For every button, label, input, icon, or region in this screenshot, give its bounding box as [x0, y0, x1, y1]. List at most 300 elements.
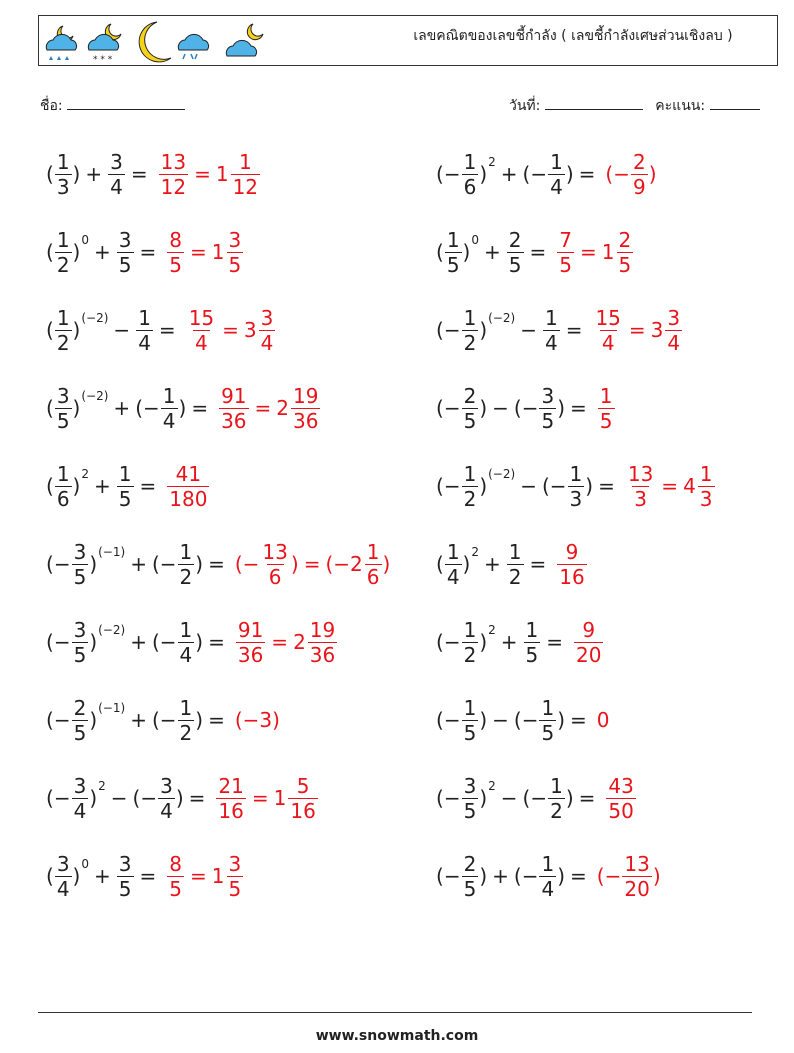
operator: −	[110, 786, 128, 810]
operator: =	[570, 396, 587, 420]
problem-item	[46, 691, 280, 749]
numerator: 1	[544, 305, 558, 330]
answer	[597, 384, 616, 433]
exponent: 0	[471, 233, 479, 247]
numerator: 3	[228, 227, 242, 252]
symbol: )	[178, 396, 187, 420]
denominator: 5	[228, 252, 242, 277]
denominator: 5	[463, 720, 477, 745]
problem-item	[436, 301, 683, 359]
symbol: )	[479, 396, 488, 420]
denominator: 6	[366, 564, 380, 589]
answer	[625, 462, 716, 511]
fraction	[259, 306, 276, 355]
problem-item	[46, 769, 319, 827]
fraction	[445, 228, 462, 277]
numerator: 3	[667, 305, 681, 330]
numerator: 13	[160, 149, 187, 174]
answer	[605, 774, 636, 823]
denominator: 36	[221, 408, 247, 433]
symbol: −	[53, 708, 71, 732]
numerator: 1	[179, 695, 193, 720]
operator: =	[130, 162, 148, 186]
whole-number: 3	[243, 318, 257, 342]
denominator: 2	[463, 330, 477, 355]
numerator: 3	[541, 383, 555, 408]
denominator: 5	[73, 564, 87, 589]
symbol: (	[234, 708, 243, 732]
denominator: 2	[179, 720, 193, 745]
symbol: (	[46, 396, 54, 420]
denominator: 3	[569, 486, 583, 511]
fraction	[167, 462, 209, 511]
operator: −	[492, 708, 509, 732]
symbol: (	[436, 786, 444, 810]
symbol: (	[46, 864, 54, 888]
fraction	[462, 696, 479, 745]
denominator: 4	[110, 174, 123, 199]
fraction	[308, 618, 337, 667]
fraction	[55, 150, 72, 199]
symbol: )	[72, 396, 81, 420]
fraction	[524, 618, 541, 667]
denominator: 20	[624, 876, 650, 901]
symbol: (	[436, 474, 444, 498]
fraction	[462, 852, 479, 901]
fraction	[462, 774, 479, 823]
symbol: )	[479, 786, 488, 810]
problem-item	[436, 145, 657, 203]
symbol: (	[234, 552, 243, 576]
numerator: 13	[262, 539, 288, 564]
page-title: เลขคณิตของเลขชี้กำลัง ( เลขชี้กำลังเศษส่วนเชิงลบ )	[413, 28, 733, 44]
symbol: (	[596, 864, 605, 888]
symbol: )	[462, 552, 471, 576]
fraction	[548, 774, 565, 823]
symbol: −	[242, 708, 260, 732]
fraction	[288, 774, 317, 823]
fraction	[543, 306, 560, 355]
symbol: −	[140, 786, 158, 810]
fraction	[462, 150, 479, 199]
operator: =	[565, 318, 583, 342]
symbol: (	[436, 162, 444, 186]
problem-item	[436, 457, 716, 515]
fraction	[55, 306, 72, 355]
fraction	[55, 852, 72, 901]
denominator: 4	[160, 798, 173, 823]
operator: =	[529, 240, 547, 264]
operator: +	[500, 630, 518, 654]
crescent-moon-icon	[139, 22, 171, 62]
exponent: (−2)	[81, 389, 109, 403]
symbol: (	[436, 864, 444, 888]
denominator: 4	[550, 174, 563, 199]
denominator: 9	[633, 174, 646, 199]
answer	[235, 708, 280, 732]
whole-number: 4	[683, 474, 696, 498]
operator: +	[94, 240, 111, 264]
symbol: −	[521, 864, 539, 888]
fraction	[539, 852, 556, 901]
name-label: ชื่อ:	[40, 98, 63, 114]
symbol: (	[513, 864, 522, 888]
denominator: 5	[228, 876, 242, 901]
fraction	[617, 228, 634, 277]
denominator: 4	[667, 330, 681, 355]
numerator: 1	[446, 539, 460, 564]
denominator: 5	[169, 876, 182, 901]
answer	[235, 618, 338, 667]
denominator: 4	[56, 876, 70, 901]
numerator: 3	[228, 851, 242, 876]
symbol: (	[151, 708, 160, 732]
symbol: −	[53, 552, 71, 576]
denominator: 5	[446, 252, 460, 277]
fraction	[462, 462, 479, 511]
numerator: 91	[237, 617, 264, 642]
symbol: −	[604, 864, 622, 888]
operator: =	[546, 630, 564, 654]
denominator: 5	[118, 876, 132, 901]
answer	[605, 150, 656, 199]
answer	[166, 228, 244, 277]
numerator: 1	[238, 149, 252, 174]
problem-item	[436, 613, 604, 671]
problem-item	[46, 379, 321, 437]
numerator: 13	[624, 851, 650, 876]
operator: =	[303, 552, 321, 576]
numerator: 15	[188, 305, 215, 330]
numerator: 41	[175, 461, 202, 486]
date-blank[interactable]	[545, 95, 643, 110]
numerator: 3	[56, 851, 70, 876]
symbol: )	[175, 786, 184, 810]
numerator: 2	[463, 383, 477, 408]
fraction	[622, 852, 651, 901]
numerator: 3	[110, 149, 123, 174]
symbol: (	[436, 240, 444, 264]
fraction	[178, 540, 195, 589]
symbol: (	[46, 318, 54, 342]
symbol: (	[436, 396, 444, 420]
symbol: −	[143, 396, 160, 420]
operator: −	[520, 474, 537, 498]
exponent: (−1)	[98, 545, 126, 559]
symbol: −	[443, 786, 461, 810]
symbol: )	[479, 630, 488, 654]
denominator: 6	[268, 564, 282, 589]
problem-item	[436, 379, 616, 437]
numerator: 1	[550, 773, 563, 798]
numerator: 2	[508, 227, 522, 252]
operator: =	[139, 240, 157, 264]
numerator: 3	[73, 617, 87, 642]
fraction	[117, 462, 134, 511]
fraction	[158, 774, 175, 823]
symbol: 0	[596, 708, 610, 732]
weather-icons	[41, 18, 281, 64]
symbol: )	[648, 162, 657, 186]
symbol: (	[46, 786, 54, 810]
fraction	[167, 852, 184, 901]
whole-number: 1	[211, 240, 225, 264]
symbol: (	[436, 552, 444, 576]
symbol: (	[46, 552, 54, 576]
operator: =	[251, 786, 269, 810]
operator: +	[85, 162, 103, 186]
denominator: 4	[446, 564, 460, 589]
fraction	[462, 384, 479, 433]
operator: =	[661, 474, 679, 498]
operator: =	[598, 474, 615, 498]
symbol: −	[613, 162, 630, 186]
fraction	[507, 540, 524, 589]
exponent: 2	[488, 623, 496, 637]
fraction	[117, 852, 134, 901]
exponent: 2	[471, 545, 479, 559]
problem-item	[46, 847, 244, 905]
operator: =	[570, 864, 587, 888]
symbol: (	[46, 162, 54, 186]
problem-item	[46, 301, 276, 359]
fraction	[178, 618, 195, 667]
exponent: 2	[488, 779, 496, 793]
numerator: 2	[633, 149, 646, 174]
numerator: 3	[56, 383, 70, 408]
denominator: 5	[541, 408, 555, 433]
symbol: )	[479, 864, 488, 888]
symbol: (	[513, 708, 522, 732]
operator: =	[271, 630, 289, 654]
exponent: (−2)	[488, 467, 516, 481]
fraction	[365, 540, 382, 589]
exponent: 0	[81, 233, 89, 247]
operator: −	[492, 396, 509, 420]
fraction	[539, 696, 556, 745]
exponent: (−2)	[81, 311, 109, 325]
operator: =	[158, 318, 176, 342]
fraction	[557, 228, 574, 277]
numerator: 2	[463, 851, 477, 876]
symbol: −	[443, 318, 461, 342]
symbol: (	[46, 630, 54, 654]
answer	[592, 306, 683, 355]
whole-number: 3	[650, 318, 664, 342]
operator: =	[208, 630, 225, 654]
symbol: (	[436, 318, 444, 342]
numerator: 3	[260, 305, 274, 330]
answer	[166, 462, 210, 511]
operator: =	[570, 708, 587, 732]
footer-url: www.snowmath.com	[315, 1028, 479, 1044]
cloud-moon-icon	[226, 24, 263, 56]
symbol: (	[132, 786, 141, 810]
denominator: 36	[237, 642, 264, 667]
fraction	[574, 618, 603, 667]
fraction	[159, 150, 188, 199]
numerator: 8	[169, 227, 182, 252]
date-label: วันที่:	[509, 98, 541, 114]
problem-item	[436, 769, 637, 827]
symbol: (	[513, 396, 522, 420]
symbol: −	[159, 708, 177, 732]
operator: =	[578, 162, 596, 186]
symbol: (	[436, 708, 444, 732]
symbol: )	[565, 786, 574, 810]
denominator: 5	[463, 798, 477, 823]
denominator: 5	[618, 252, 632, 277]
fraction	[178, 696, 195, 745]
fraction	[108, 150, 125, 199]
fraction	[55, 462, 72, 511]
denominator: 2	[463, 642, 477, 667]
fraction	[557, 540, 586, 589]
whole-number: 2	[293, 630, 306, 654]
answer	[556, 540, 587, 589]
numerator: 3	[73, 773, 87, 798]
numerator: 1	[541, 851, 555, 876]
operator: +	[130, 552, 147, 576]
numerator: 1	[550, 149, 563, 174]
numerator: 7	[559, 227, 572, 252]
symbol: )	[290, 552, 299, 576]
numerator: 1	[541, 695, 555, 720]
denominator: 4	[162, 408, 176, 433]
numerator: 3	[118, 851, 132, 876]
numerator: 1	[463, 695, 477, 720]
symbol: (	[135, 396, 143, 420]
fraction	[231, 150, 260, 199]
operator: +	[94, 474, 111, 498]
answer	[597, 708, 610, 732]
fraction	[665, 306, 682, 355]
symbol: −	[530, 786, 548, 810]
name-field	[40, 95, 185, 117]
operator: +	[500, 162, 518, 186]
denominator: 5	[73, 642, 87, 667]
symbol: )	[479, 318, 488, 342]
operator: +	[94, 864, 111, 888]
exponent: 0	[81, 857, 89, 871]
operator: =	[191, 396, 209, 420]
fraction	[568, 462, 585, 511]
answer	[573, 618, 604, 667]
operator: =	[254, 396, 272, 420]
numerator: 3	[463, 773, 477, 798]
numerator: 1	[118, 461, 132, 486]
exponent: (−1)	[98, 701, 126, 715]
symbol: −	[443, 708, 461, 732]
symbol: )	[272, 708, 280, 732]
numerator: 91	[221, 383, 247, 408]
snow-cloud-moon-icon	[88, 24, 121, 64]
symbol: (	[605, 162, 614, 186]
denominator: 5	[73, 720, 87, 745]
answer	[158, 150, 261, 199]
symbol: −	[333, 552, 351, 576]
name-blank[interactable]	[67, 95, 185, 110]
denominator: 36	[309, 642, 336, 667]
denominator: 5	[541, 720, 555, 745]
numerator: 15	[595, 305, 621, 330]
symbol: (	[46, 240, 54, 264]
fraction	[55, 384, 72, 433]
answer	[597, 852, 661, 901]
numerator: 1	[463, 149, 477, 174]
symbol: −	[242, 552, 260, 576]
svg-text:* * *: * * *	[93, 55, 113, 64]
denominator: 3	[634, 486, 647, 511]
whole-number: 2	[350, 552, 363, 576]
symbol: −	[521, 708, 539, 732]
numerator: 1	[56, 461, 70, 486]
denominator: 5	[118, 252, 132, 277]
denominator: 6	[463, 174, 477, 199]
symbol: (	[46, 474, 54, 498]
denominator: 16	[290, 798, 316, 823]
fraction	[236, 618, 265, 667]
denominator: 6	[56, 486, 70, 511]
symbol: −	[443, 864, 461, 888]
numerator: 1	[599, 383, 613, 408]
numerator: 3	[118, 227, 132, 252]
symbol: )	[89, 786, 98, 810]
denominator: 20	[576, 642, 602, 667]
problem-item	[436, 691, 610, 749]
symbol: )	[557, 864, 566, 888]
fraction	[698, 462, 715, 511]
operator: +	[113, 396, 131, 420]
denominator: 4	[195, 330, 208, 355]
score-blank[interactable]	[710, 95, 760, 110]
fraction	[227, 852, 244, 901]
answer	[556, 228, 634, 277]
symbol: (	[522, 162, 531, 186]
denominator: 50	[608, 798, 634, 823]
numerator: 1	[525, 617, 539, 642]
fraction	[136, 306, 153, 355]
denominator: 5	[118, 486, 132, 511]
problem-item	[436, 847, 661, 905]
numerator: 1	[162, 383, 176, 408]
denominator: 5	[463, 408, 477, 433]
fraction	[167, 228, 184, 277]
numerator: 1	[179, 617, 193, 642]
fraction	[462, 618, 479, 667]
denominator: 12	[232, 174, 259, 199]
problem-item	[46, 223, 244, 281]
operator: =	[580, 240, 597, 264]
fraction	[445, 540, 462, 589]
symbol: −	[443, 630, 461, 654]
operator: +	[130, 630, 147, 654]
symbol: )	[585, 474, 594, 498]
denominator: 4	[544, 330, 558, 355]
numerator: 1	[56, 149, 70, 174]
symbol: −	[159, 552, 177, 576]
operator: =	[208, 708, 225, 732]
numerator: 1	[569, 461, 583, 486]
whole-number: 1	[273, 786, 287, 810]
numerator: 9	[565, 539, 579, 564]
symbol: )	[462, 240, 471, 264]
denominator: 5	[599, 408, 613, 433]
denominator: 4	[541, 876, 555, 901]
denominator: 16	[559, 564, 585, 589]
fraction	[161, 384, 178, 433]
numerator: 19	[293, 383, 319, 408]
